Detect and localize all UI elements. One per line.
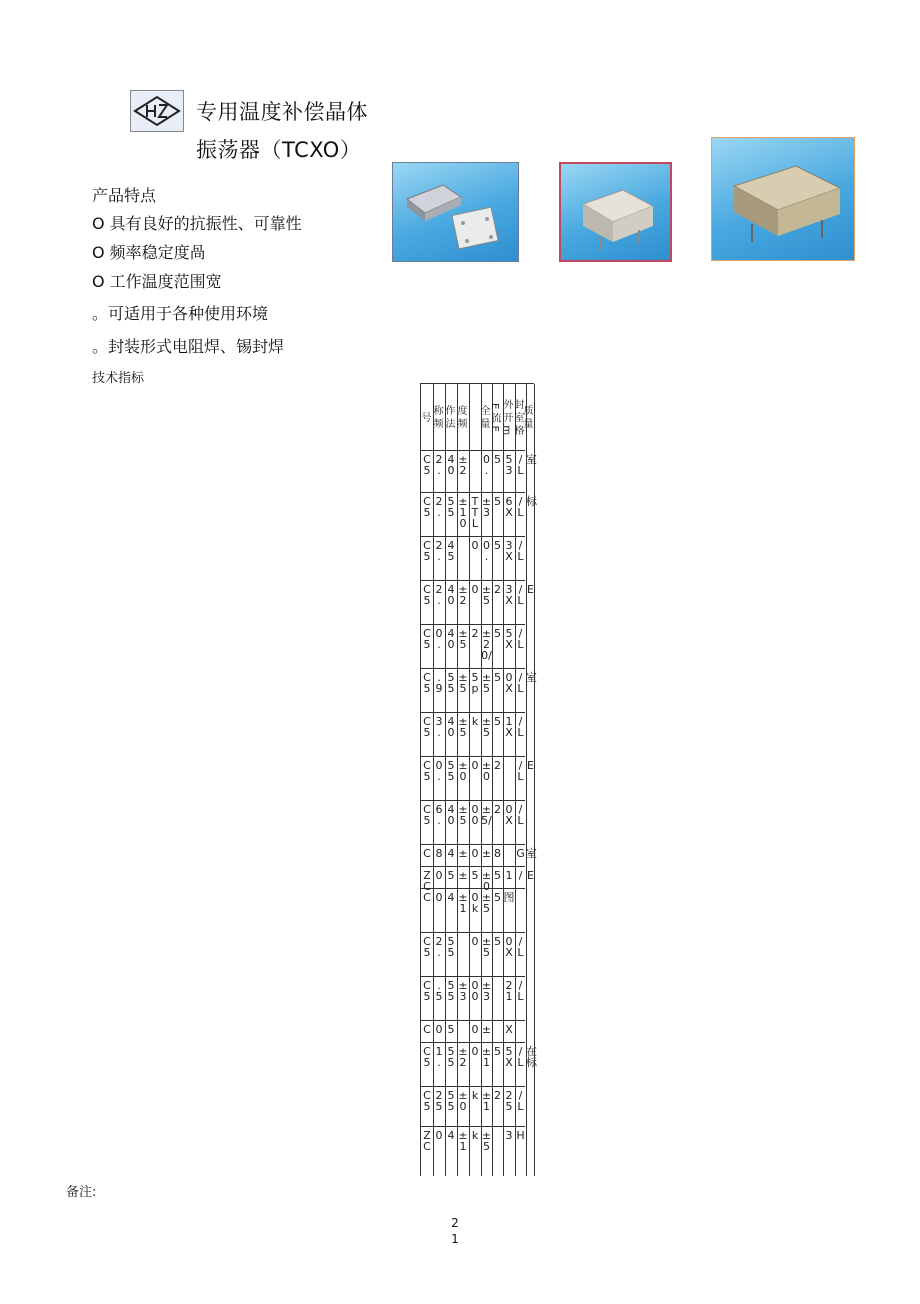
page-number-bottom: 1: [451, 1232, 459, 1246]
table-cell: ± 1: [458, 1129, 468, 1153]
table-cell: k: [471, 1129, 479, 1142]
feature-item: O 工作温度范围宽: [92, 272, 222, 291]
table-cell: ± 5: [458, 803, 468, 827]
table-cell: [526, 804, 535, 842]
table-cell: 0 k: [471, 891, 479, 915]
table-cell: ± 2: [458, 583, 468, 607]
table-cell: 0 0: [471, 803, 479, 827]
table-cell: ±: [481, 847, 492, 860]
table-cell: [526, 1090, 535, 1124]
table-cell: / L: [517, 759, 524, 783]
table-cell: 2 .: [435, 935, 443, 959]
table-cell: / L: [517, 715, 524, 739]
table-cell: ± 0: [481, 869, 492, 893]
table-cell: C 5: [423, 803, 431, 827]
table-cell: ± 1: [481, 1045, 492, 1069]
table-cell: 5 X: [505, 627, 513, 651]
table-cell: ± 5: [481, 935, 492, 959]
table-cell: 2 5: [435, 1089, 443, 1113]
table-cell: 2 .: [435, 539, 443, 563]
table-header-cell: 全 量: [478, 405, 489, 429]
table-cell: [526, 936, 535, 974]
table-row-divider: [421, 1020, 525, 1021]
table-cell: 5: [471, 869, 479, 882]
table-cell: 6 X: [505, 495, 513, 519]
table-cell: T T L: [471, 495, 479, 530]
table-cell: 0 .: [483, 539, 490, 563]
table-cell: [492, 980, 503, 1018]
table-cell: ± 5: [458, 715, 468, 739]
features-heading: 产品特点: [92, 186, 157, 205]
table-cell: 5: [494, 869, 501, 882]
table-cell: ±: [481, 1023, 492, 1036]
table-cell: / L: [517, 627, 524, 651]
table-cell: E: [527, 869, 534, 882]
table-cell: 1 X: [505, 715, 513, 739]
table-cell: ± 3: [458, 979, 468, 1003]
table-cell: 3 .: [435, 715, 443, 739]
table-cell: / L: [517, 979, 524, 1003]
table-cell: 0: [435, 891, 443, 904]
table-cell: Z C: [423, 869, 431, 893]
table-cell: [526, 980, 535, 1018]
tcxo-photo-2: [559, 162, 672, 262]
table-cell: 4 5: [447, 539, 455, 563]
table-cell: 5: [494, 453, 501, 466]
table-row-divider: [421, 932, 525, 933]
table-cell: C 5: [423, 715, 431, 739]
table-cell: 0: [471, 847, 479, 860]
table-cell: [526, 716, 535, 754]
table-cell: 2 5: [505, 1089, 513, 1113]
table-cell: H: [516, 1129, 525, 1142]
table-cell: C: [423, 1023, 431, 1036]
table-cell: C 5: [423, 935, 431, 959]
table-cell: [492, 1024, 503, 1040]
table-header-cell: 质 量: [521, 405, 532, 429]
feature-item: 。封装形式电阻焊、锡封焊: [92, 337, 285, 356]
table-cell: 0: [471, 1023, 479, 1036]
table-cell: 2 .: [435, 453, 443, 477]
table-cell: [503, 760, 515, 798]
table-cell: C 5: [423, 453, 431, 477]
table-row-divider: [421, 580, 525, 581]
table-cell: 4 0: [447, 715, 455, 739]
table-row-divider: [421, 866, 525, 867]
table-cell: C 5: [423, 1089, 431, 1113]
table-cell: 0 .: [435, 759, 443, 783]
table-cell: 3: [505, 1129, 513, 1142]
table-cell: ± 5: [481, 1129, 492, 1153]
table-cell: 5 p: [471, 671, 479, 695]
table-cell: 1: [505, 869, 513, 882]
table-cell: 室: [526, 847, 537, 860]
table-cell: [515, 1024, 526, 1040]
table-cell: 4: [447, 891, 455, 904]
table-cell: 2 .: [435, 495, 443, 519]
table-cell: 0: [435, 1023, 443, 1036]
table-header-cell: 度 频: [455, 405, 466, 429]
table-header-cell: 号: [419, 412, 430, 422]
table-cell: 5 5: [447, 979, 455, 1003]
table-row-divider: [421, 624, 525, 625]
table-row-divider: [421, 976, 525, 977]
table-cell: ± 5: [481, 583, 492, 607]
table-cell: ± 5: [481, 671, 492, 695]
table-row-divider: [421, 1126, 525, 1127]
table-cell: C 5: [423, 495, 431, 519]
table-cell: 5: [494, 539, 501, 552]
table-cell: 5: [494, 627, 501, 640]
table-cell: 5 5: [447, 935, 455, 959]
table-cell: ±: [458, 869, 468, 882]
table-cell: . 9: [435, 671, 443, 695]
table-cell: [526, 1130, 535, 1175]
table-cell: 在 标: [526, 1045, 537, 1069]
table-cell: / L: [517, 495, 524, 519]
table-cell: ±: [458, 847, 468, 860]
table-cell: k: [471, 1089, 479, 1102]
table-cell: 室: [526, 671, 537, 684]
table-cell: 3 X: [505, 539, 513, 563]
table-cell: 1 .: [435, 1045, 443, 1069]
table-row-divider: [421, 668, 525, 669]
table-cell: ± 2: [458, 1045, 468, 1069]
table-cell: 5 5: [447, 1045, 455, 1069]
table-cell: 5 5: [447, 671, 455, 695]
table-cell: 4 0: [447, 803, 455, 827]
table-cell: C 5: [423, 583, 431, 607]
table-cell: C: [423, 847, 431, 860]
table-cell: 2: [494, 759, 501, 772]
table-header-cell: 作 法: [443, 405, 454, 429]
table-cell: [457, 1024, 469, 1040]
table-cell: ± 2 0/: [481, 627, 492, 662]
table-cell: 室: [526, 453, 537, 466]
table-row-divider: [421, 888, 525, 889]
table-cell: ± 0: [458, 1089, 468, 1113]
table-header-cell: E 流 E: [489, 402, 500, 432]
table-cell: 0: [471, 1045, 479, 1058]
table-cell: Z C: [423, 1129, 431, 1153]
table-cell: ± 1: [458, 891, 468, 915]
table-cell: C 5: [423, 539, 431, 563]
table-cell: 2: [494, 803, 501, 816]
table-cell: ± 1: [481, 1089, 492, 1113]
table-cell: C 5: [423, 979, 431, 1003]
table-cell: / L: [517, 583, 524, 607]
table-cell: [457, 936, 469, 974]
table-row-divider: [421, 756, 525, 757]
table-row-divider: [421, 1042, 525, 1043]
table-cell: 0: [471, 935, 479, 948]
feature-item: 。可适用于各种使用环境: [92, 304, 269, 323]
hzj-logo-icon: [131, 91, 183, 131]
table-cell: [526, 540, 535, 578]
table-cell: [526, 892, 535, 930]
table-cell: E: [527, 583, 534, 596]
table-cell: 5 5: [447, 759, 455, 783]
table-cell: / L: [517, 803, 524, 827]
table-cell: ± 5/: [481, 803, 492, 827]
title-line-1: 专用温度补偿晶体: [196, 100, 368, 124]
table-cell: [526, 628, 535, 666]
table-row-divider: [421, 712, 525, 713]
table-cell: 5: [494, 935, 501, 948]
table-cell: 5 5: [447, 495, 455, 519]
spec-heading: 技术指标: [92, 371, 145, 386]
table-cell: 0 X: [505, 803, 513, 827]
table-cell: / L: [517, 453, 524, 477]
table-cell: / L: [517, 671, 524, 695]
table-header-cell: 封 室 格: [512, 398, 523, 436]
table-cell: ± 0: [481, 759, 492, 783]
table-cell: 4: [447, 847, 455, 860]
table-cell: 0: [471, 759, 479, 772]
table-cell: 0 .: [483, 453, 490, 477]
table-cell: [526, 1024, 535, 1040]
table-row-divider: [421, 1086, 525, 1087]
table-cell: 8: [435, 847, 443, 860]
table-cell: / L: [517, 1045, 524, 1069]
table-cell: . 5: [435, 979, 443, 1003]
table-cell: 5: [447, 1023, 455, 1036]
table-row-divider: [421, 492, 525, 493]
table-cell: ± 2: [458, 453, 468, 477]
table-cell: ± 3: [481, 495, 492, 519]
tcxo-photo-1: [392, 162, 519, 262]
table-cell: C 5: [423, 759, 431, 783]
notes-label: 备注:: [66, 1185, 97, 1200]
table-cell: X: [505, 1023, 513, 1036]
table-cell: 0 X: [505, 935, 513, 959]
table-cell: ± 1 0: [458, 495, 468, 530]
table-cell: 5: [494, 495, 501, 508]
table-cell: [469, 454, 481, 490]
table-cell: 标: [526, 495, 537, 508]
feature-item: O 频率稳定度咼: [92, 243, 206, 262]
table-cell: 0: [435, 1129, 443, 1142]
table-cell: 2 1: [505, 979, 513, 1003]
feature-item: O 具有良好的抗振性、可靠性: [92, 214, 302, 233]
table-cell: / L: [517, 1089, 524, 1113]
table-cell: 2 .: [435, 583, 443, 607]
table-cell: 5: [494, 891, 501, 904]
table-cell: ± 5: [481, 891, 492, 915]
table-cell: / L: [517, 539, 524, 563]
table-header-cell: 外 开 m: [501, 398, 512, 436]
table-cell: C 5: [423, 1045, 431, 1069]
table-cell: 5: [494, 671, 501, 684]
table-cell: 4 0: [447, 453, 455, 477]
table-header-cell: 称 频: [431, 405, 442, 429]
table-cell: 8: [494, 847, 501, 860]
table-cell: E: [527, 759, 534, 772]
table-cell: k: [471, 715, 479, 728]
table-cell: 图: [503, 891, 515, 904]
table-cell: 0: [471, 583, 479, 596]
table-cell: ± 3: [481, 979, 492, 1003]
table-row-divider: [421, 844, 525, 845]
table-cell: ± 5: [458, 671, 468, 695]
table-row-divider: [421, 536, 525, 537]
table-cell: 5 3: [505, 453, 513, 477]
page-number-top: 2: [451, 1216, 459, 1230]
table-cell: 0 .: [435, 627, 443, 651]
table-cell: 2: [494, 1089, 501, 1102]
table-cell: ± 5: [481, 715, 492, 739]
table-row-divider: [421, 450, 525, 451]
table-cell: / L: [517, 935, 524, 959]
table-row-divider: [421, 800, 525, 801]
table-cell: 5: [494, 1045, 501, 1058]
table-cell: ± 0: [458, 759, 468, 783]
table-cell: 5 5: [447, 1089, 455, 1113]
table-cell: 0: [471, 539, 479, 552]
tcxo-photo-3: [711, 137, 855, 261]
table-cell: 5 X: [505, 1045, 513, 1069]
table-cell: [457, 540, 469, 578]
table-cell: [503, 848, 515, 864]
table-cell: 2: [494, 583, 501, 596]
table-cell: 6 .: [435, 803, 443, 827]
table-cell: 3 X: [505, 583, 513, 607]
company-logo: [130, 90, 184, 132]
table-cell: /: [518, 869, 523, 882]
table-cell: 0: [435, 869, 443, 882]
table-cell: G: [516, 847, 525, 860]
table-cell: 2: [471, 627, 479, 640]
table-cell: 5: [447, 869, 455, 882]
table-cell: C: [423, 891, 431, 904]
table-cell: ± 5: [458, 627, 468, 651]
table-cell: 4: [447, 1129, 455, 1142]
table-cell: 5: [494, 715, 501, 728]
table-cell: [492, 1130, 503, 1175]
table-cell: 0 0: [471, 979, 479, 1003]
table-cell: 4 0: [447, 583, 455, 607]
title-line-2: 振荡器（TCXO）: [196, 138, 362, 162]
table-cell: C 5: [423, 671, 431, 695]
table-cell: 4 0: [447, 627, 455, 651]
table-cell: C 5: [423, 627, 431, 651]
spec-table: [419, 383, 537, 1176]
table-cell: [515, 892, 526, 930]
table-cell: 0 X: [505, 671, 513, 695]
